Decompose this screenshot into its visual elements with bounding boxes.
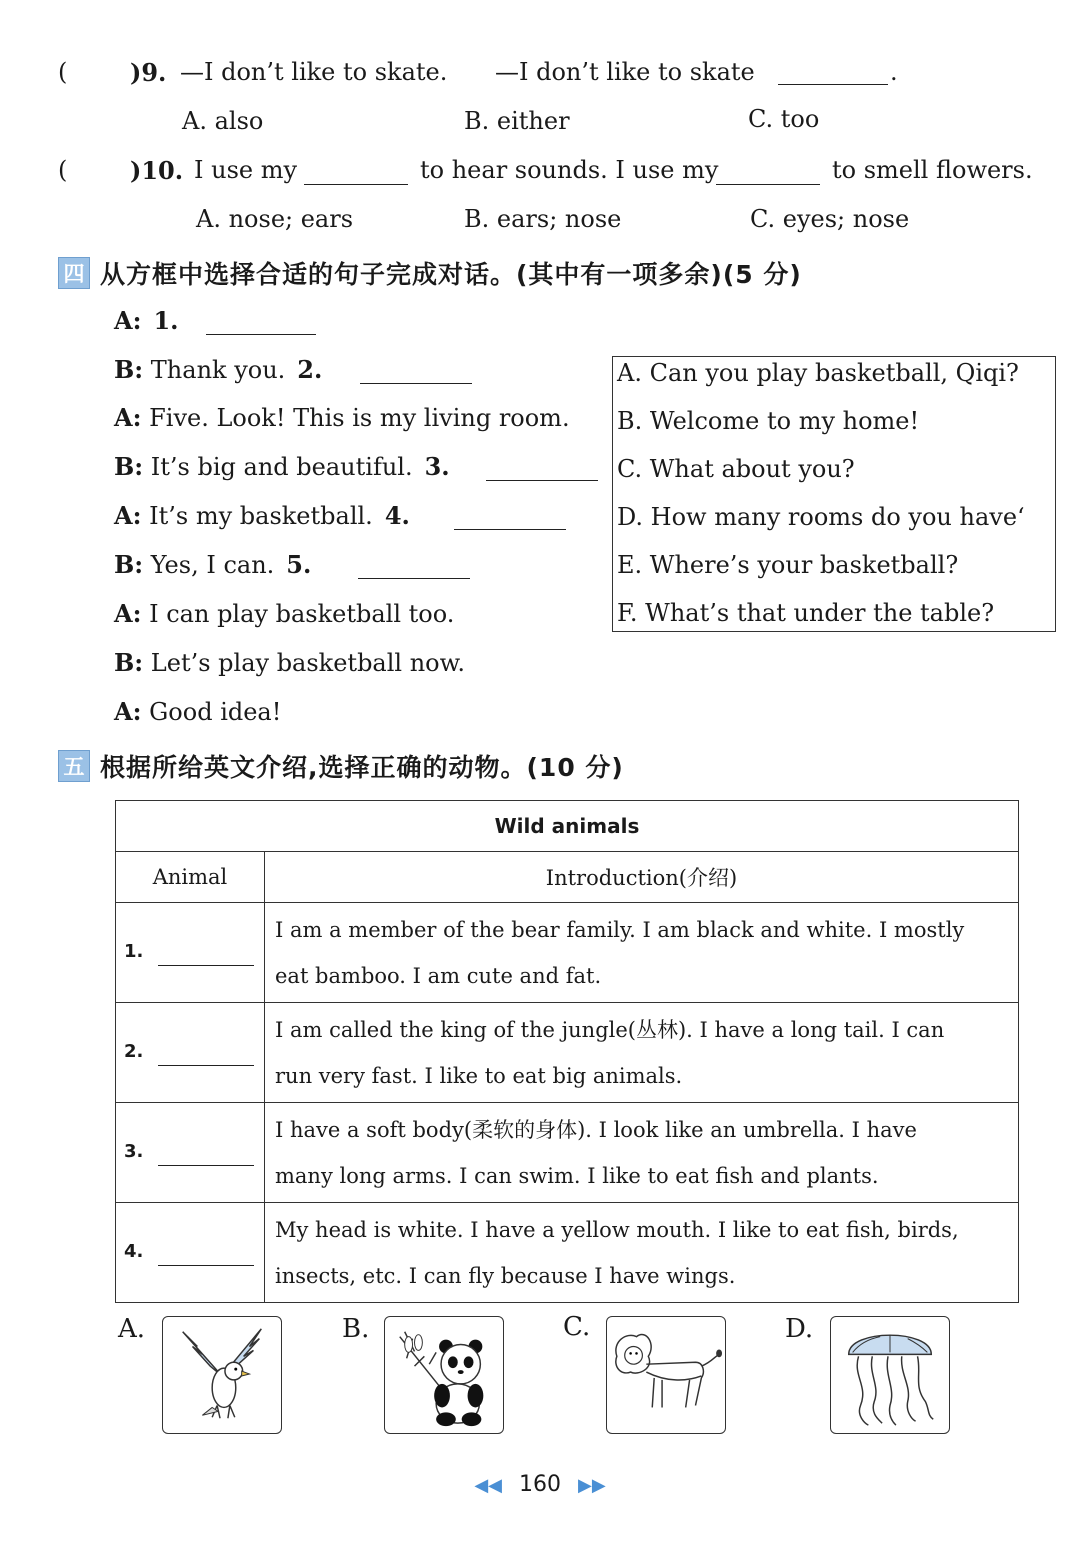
table-title: Wild animals bbox=[116, 801, 1019, 852]
q9-option-c[interactable]: C. too bbox=[748, 105, 820, 133]
q9-option-b[interactable]: B. either bbox=[464, 107, 570, 135]
dialogue-line-1: A: 1. bbox=[114, 306, 179, 335]
sentence-option-c[interactable]: C. What about you? bbox=[617, 455, 855, 483]
section4-heading bbox=[58, 255, 802, 291]
animal-answer-blank-2[interactable] bbox=[158, 1065, 254, 1066]
q10-text1: I use my bbox=[194, 156, 298, 184]
section5-title: 根据所给英文介绍,选择正确的动物。(10 分) bbox=[100, 753, 624, 782]
picture-label-a: A. bbox=[118, 1314, 146, 1344]
dialogue-blank-3[interactable] bbox=[486, 480, 598, 481]
next-page-icon[interactable]: ▶▶ bbox=[578, 1475, 606, 1496]
panda-icon bbox=[385, 1317, 503, 1433]
picture-label-d: D. bbox=[785, 1314, 814, 1344]
jellyfish-icon bbox=[831, 1317, 949, 1433]
q9-text2: —I don’t like to skate bbox=[495, 58, 755, 86]
previous-page-icon[interactable]: ◀◀ bbox=[474, 1475, 502, 1496]
q10-text3: to smell flowers. bbox=[832, 156, 1033, 184]
table-row bbox=[116, 1103, 1019, 1203]
dialogue-line-7: A: I can play basketball too. bbox=[114, 599, 455, 628]
animal-answer-blank-3[interactable] bbox=[158, 1165, 254, 1166]
column-header-introduction: Introduction(介绍) bbox=[265, 852, 1019, 903]
introduction-cell: I am called the king of the jungle(丛林). I have a long tail. I can run very fast. I like to eat big animals. bbox=[265, 1003, 1019, 1103]
dialogue-line-5: A: It’s my basketball. 4. bbox=[114, 501, 410, 530]
dialogue-line-3: A: Five. Look! This is my living room. bbox=[114, 403, 570, 432]
section5-badge: 五 bbox=[58, 750, 90, 782]
picture-option-b[interactable] bbox=[384, 1316, 504, 1434]
q9-option-a[interactable]: A. also bbox=[182, 107, 264, 135]
dialogue-line-2: B: Thank you. 2. bbox=[114, 355, 323, 384]
q10-option-c[interactable]: C. eyes; nose bbox=[750, 205, 910, 233]
dialogue-blank-5[interactable] bbox=[358, 578, 470, 579]
page-footer bbox=[0, 1472, 1080, 1497]
sentence-option-b[interactable]: B. Welcome to my home! bbox=[617, 407, 920, 435]
q9-end: . bbox=[890, 58, 898, 86]
animal-answer-blank-4[interactable] bbox=[158, 1265, 254, 1266]
picture-label-b: B. bbox=[342, 1314, 370, 1344]
sentence-option-d[interactable]: D. How many rooms do you have‘ bbox=[617, 503, 1025, 531]
picture-label-c: C. bbox=[563, 1312, 591, 1342]
row-number: 3. bbox=[124, 1141, 144, 1162]
dialogue-line-4: B: It’s big and beautiful. 3. bbox=[114, 452, 450, 481]
q10-blank-1[interactable] bbox=[304, 184, 408, 185]
picture-option-c[interactable] bbox=[606, 1316, 726, 1434]
page-number: 160 bbox=[519, 1472, 561, 1497]
lion-icon bbox=[607, 1317, 725, 1433]
sentence-option-f[interactable]: F. What’s that under the table? bbox=[617, 599, 995, 627]
q9-number: )9. bbox=[130, 58, 167, 87]
table-row bbox=[116, 1003, 1019, 1103]
q10-option-b[interactable]: B. ears; nose bbox=[464, 205, 622, 233]
q10-text2: to hear sounds. I use my bbox=[420, 156, 719, 184]
row-number: 1. bbox=[124, 941, 144, 962]
dialogue-line-8: B: Let’s play basketball now. bbox=[114, 648, 465, 677]
picture-option-a[interactable] bbox=[162, 1316, 282, 1434]
q10-bracket: ( bbox=[58, 156, 68, 184]
row-number: 4. bbox=[124, 1241, 144, 1262]
table-row bbox=[116, 903, 1019, 1003]
sentence-options-box bbox=[612, 356, 1056, 632]
q10-number: )10. bbox=[130, 156, 184, 185]
introduction-cell: I am a member of the bear family. I am black and white. I mostly eat bamboo. I am cute and fat. bbox=[265, 903, 1019, 1003]
table-row bbox=[116, 1203, 1019, 1303]
q9-text1: —I don’t like to skate. bbox=[180, 58, 448, 86]
animal-answer-blank-1[interactable] bbox=[158, 965, 254, 966]
column-header-animal: Animal bbox=[116, 852, 265, 903]
q9-bracket: ( bbox=[58, 58, 68, 86]
dialogue-line-9: A: Good idea! bbox=[114, 697, 282, 726]
introduction-cell: My head is white. I have a yellow mouth. I like to eat fish, birds, insects, etc. I can fly because I have wings. bbox=[265, 1203, 1019, 1303]
row-number: 2. bbox=[124, 1041, 144, 1062]
picture-option-d[interactable] bbox=[830, 1316, 950, 1434]
introduction-cell: I have a soft body(柔软的身体). I look like an umbrella. I have many long arms. I can swim. I like to eat fish and plants. bbox=[265, 1103, 1019, 1203]
section4-title: 从方框中选择合适的句子完成对话。(其中有一项多余)(5 分) bbox=[100, 260, 802, 289]
section5-heading bbox=[58, 748, 624, 784]
dialogue-blank-1[interactable] bbox=[206, 334, 316, 335]
eagle-icon bbox=[163, 1317, 281, 1433]
wild-animals-table bbox=[115, 800, 1019, 1303]
section4-badge: 四 bbox=[58, 257, 90, 289]
q10-option-a[interactable]: A. nose; ears bbox=[196, 205, 354, 233]
dialogue-blank-2[interactable] bbox=[360, 383, 472, 384]
sentence-option-e[interactable]: E. Where’s your basketball? bbox=[617, 551, 959, 579]
sentence-option-a[interactable]: A. Can you play basketball, Qiqi? bbox=[617, 359, 1019, 387]
q9-answer-blank[interactable] bbox=[778, 84, 888, 85]
dialogue-line-6: B: Yes, I can. 5. bbox=[114, 550, 312, 579]
dialogue-blank-4[interactable] bbox=[454, 529, 566, 530]
q10-blank-2[interactable] bbox=[716, 184, 820, 185]
